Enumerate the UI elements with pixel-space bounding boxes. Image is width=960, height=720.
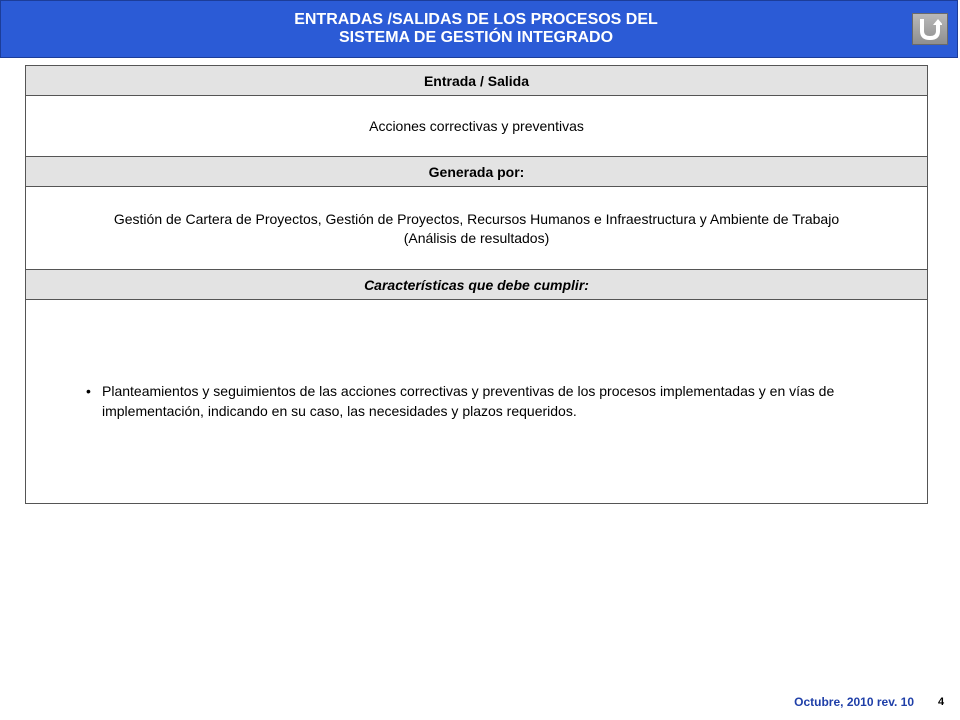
page-title (151, 11, 801, 47)
caracteristicas-value (26, 300, 927, 503)
entrada-salida-value: Acciones correctivas y preventivas (26, 96, 927, 157)
page-title-line1: ENTRADAS /SALIDAS DE LOS PROCESOS DEL (294, 11, 658, 28)
section-heading-generada-por: Generada por: (26, 157, 927, 187)
u-turn-back-icon (918, 17, 942, 41)
section-heading-caracteristicas: Características que debe cumplir: (26, 270, 927, 300)
generada-por-value (26, 187, 927, 270)
bullet-glyph: • (86, 383, 91, 399)
back-button[interactable] (912, 13, 948, 45)
list-item (86, 381, 916, 421)
generada-por-line2: (Análisis de resultados) (403, 230, 550, 246)
page-title-line2: SISTEMA DE GESTIÓN INTEGRADO (338, 29, 614, 46)
list-item-text: Planteamientos y seguimientos de las acciones correctivas y preventivas de los procesos implementadas y en vías de implementación, indicando en su caso, las necesidades y plazos requeridos. (102, 383, 835, 419)
section-heading-entrada-salida: Entrada / Salida (26, 66, 927, 96)
footer-date: Octubre, 2010 rev. 10 (794, 695, 914, 709)
generada-por-line1: Gestión de Cartera de Proyectos, Gestión de Proyectos, Recursos Humanos e Infraestructura y Ambiente de Trabajo (113, 211, 840, 227)
header-bar (0, 0, 958, 58)
page-number: 4 (938, 696, 945, 708)
process-io-table (25, 65, 928, 504)
